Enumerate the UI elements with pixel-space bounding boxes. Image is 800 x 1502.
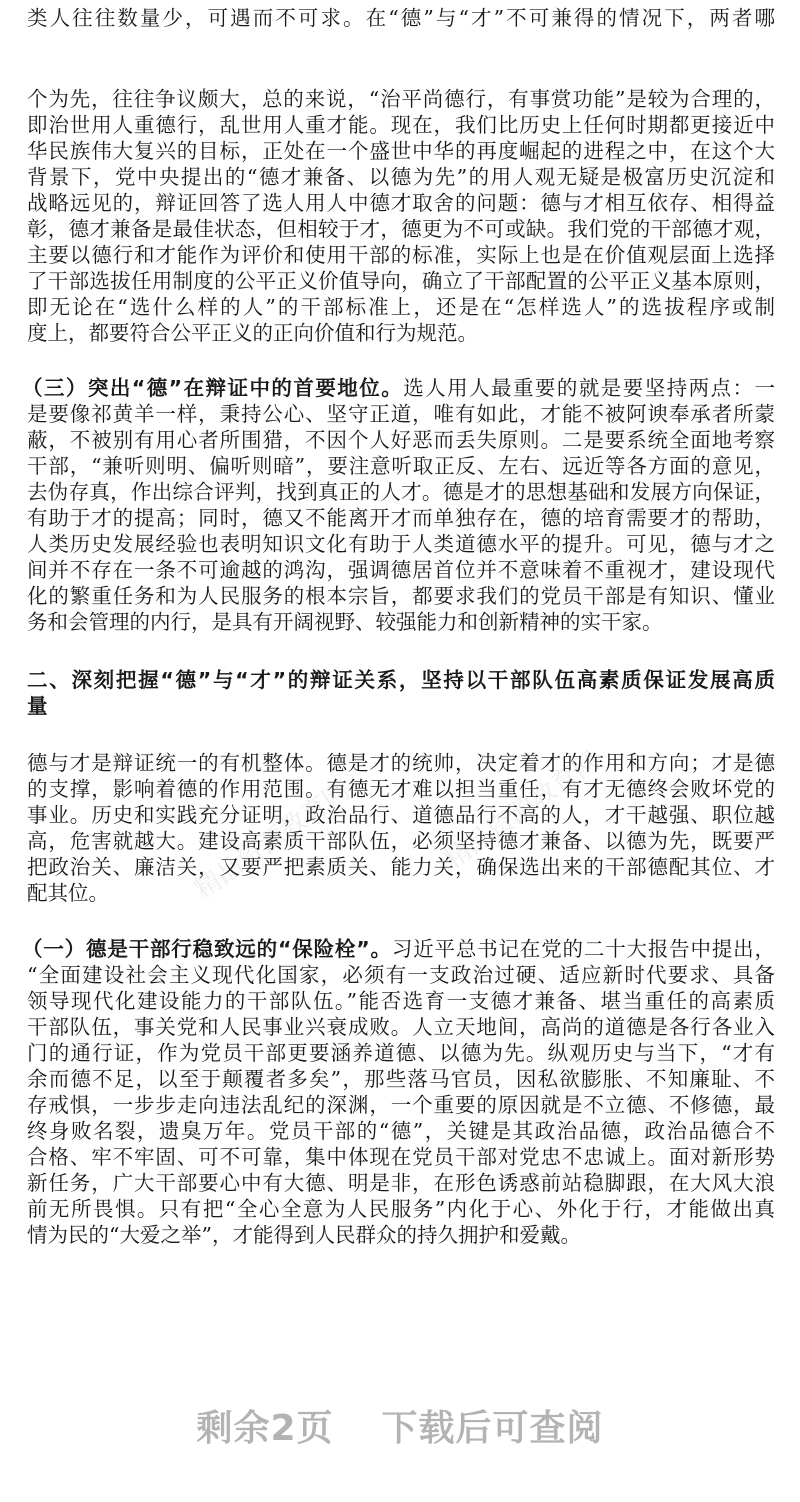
para1-line: 即无论在“选什么样的人”的干部标准上，还是在“怎样选人”的选拔程序或制 <box>27 295 775 319</box>
para2-line: 是要像祁黄羊一样，秉持公心、坚守正道，唯有如此，才能不被阿谀奉承者所蒙 <box>27 402 775 426</box>
top-fragment-line: 类人往往数量少，可遇而不可求。在“德”与“才”不可兼得的情况下，两者哪 <box>27 6 775 30</box>
watermark: 精品资源教育网 <box>439 746 606 876</box>
para4-line: 新任务，广大干部要心中有大德、明是非，在形色诱惑前站稳脚跟，在大风大浪 <box>27 1171 775 1195</box>
para4-line: 领导现代化建设能力的干部队伍。”能否选育一支德才兼备、堪当重任的高素质 <box>27 989 775 1013</box>
para1-line: 即治世用人重德行，乱世用人重才能。现在，我们比历史上任何时期都更接近中 <box>27 113 775 137</box>
para4-line: 情为民的“大爱之举”，才能得到人民群众的持久拥护和爱戴。 <box>27 1223 581 1247</box>
para1-line: 华民族伟大复兴的目标，正处在一个盛世中华的再度崛起的进程之中，在这个大 <box>27 139 775 163</box>
para4-line: 余而德不足，以至于颠覆者多矣”，那些落马官员，因私欲膨胀、不知廉耻、不 <box>27 1067 775 1091</box>
para2-line: 人类历史发展经验也表明知识文化有助于人类道德水平的提升。可见，德与才之 <box>27 532 775 556</box>
para3-line: 把政治关、廉洁关，又要严把素质关、能力关，确保选出来的干部德配其位、才 <box>27 855 775 879</box>
download-banner[interactable] <box>0 1400 800 1460</box>
para4-line: 合格、牢不牢固、可不可靠，集中体现在党员干部对党忠不忠诚上。面对新形势 <box>27 1145 775 1169</box>
para3-line: 德与才是辩证统一的有机整体。德是才的统帅，决定着才的作用和方向；才是德 <box>27 751 775 775</box>
para2-line: 有助于才的提高；同时，德又不能离开才而单独存在，德的培育需要才的帮助， <box>27 506 775 530</box>
para4-first-rest: 习近平总书记在党的二十大报告中提出， <box>391 937 775 961</box>
para4-line: 门的通行证，作为党员干部更要涵养道德、以德为先。纵观历史与当下，“才有 <box>27 1041 775 1065</box>
para4-line: 前无所畏惧。只有把“全心全意为人民服务”内化于心、外化于行，才能做出真 <box>27 1197 775 1221</box>
para2-line: 间并不存在一条不可逾越的鸿沟，强调德居首位并不意味着不重视才，建设现代 <box>27 558 775 582</box>
para2-line: 干部，“兼听则明、偏听则暗”，要注意听取正反、左右、远近等各方面的意见， <box>27 454 775 478</box>
para1-line: 个为先，往往争议颇大，总的来说，“治平尚德行，有事赏功能”是较为合理的， <box>27 87 775 111</box>
para2-line: 务和会管理的内行，是具有开阔视野、较强能力和创新精神的实干家。 <box>27 610 663 634</box>
para2-line: 蔽，不被别有用心者所围猎，不因个人好恶而丢失原则。二是要系统全面地考察 <box>27 428 775 452</box>
para4-line: 干部队伍，事关党和人民事业兴衰成败。人立天地间，高尚的道德是各行各业入 <box>27 1015 775 1039</box>
para2-first-rest: 选人用人最重要的就是要坚持两点：一 <box>403 376 775 400</box>
para3-line: 高，危害就越大。建设高素质干部队伍，必须坚持德才兼备、以德为先，既要严 <box>27 829 775 853</box>
para4-line: 存戒惧，一步步走向违法乱纪的深渊，一个重要的原因就是不立德、不修德，最 <box>27 1093 775 1117</box>
para1-line: 度上，都要符合公平正义的正向价值和行为规范。 <box>27 321 478 345</box>
para2-line: 去伪存真，作出综合评判，找到真正的人才。德是才的思想基础和发展方向保证， <box>27 480 775 504</box>
subsection-heading: （三）突出“德”在辩证中的首要地位。 <box>22 376 404 400</box>
para4-first-line <box>22 936 775 962</box>
para1-line: 彰，德才兼备是最佳状态，但相较于才，德更为不可或缺。我们党的干部德才观， <box>27 217 775 241</box>
para3-line: 的支撑，影响着德的作用范围。有德无才难以担当重任，有才无德终会败坏党的 <box>27 777 775 801</box>
subsection-heading: （一）德是干部行稳致远的“保险栓”。 <box>22 937 392 961</box>
para1-line: 主要以德行和才能作为评价和使用干部的标准，实际上也是在价值观层面上选择 <box>27 243 775 267</box>
para1-line: 背景下，党中央提出的“德才兼备、以德为先”的用人观无疑是极富历史沉淀和 <box>27 165 775 189</box>
section-heading: 量 <box>27 694 48 718</box>
para1-line: 战略远见的，辩证回答了选人用人中德才取舍的问题：德与才相互依存、相得益 <box>27 191 775 215</box>
para1-line: 了干部选拔任用制度的公平正义价值导向，确立了干部配置的公平正义基本原则， <box>27 269 775 293</box>
remaining-pages-label: 剩余2页 <box>196 1408 334 1449</box>
para4-line: “全面建设社会主义现代化国家，必须有一支政治过硬、适应新时代要求、具备 <box>27 963 775 987</box>
watermark: 精品资源教育网 <box>189 776 356 906</box>
section-heading: 二、深刻把握“德”与“才”的辩证关系，坚持以干部队伍高素质保证发展高质 <box>27 668 775 692</box>
para4-line: 终身败名裂，遗臭万年。党员干部的“德”，关键是其政治品德，政治品德合不 <box>27 1119 775 1143</box>
para3-line: 配其位。 <box>27 881 109 905</box>
download-hint-label[interactable]: 下载后可查阅 <box>381 1408 604 1449</box>
para3-line: 事业。历史和实践充分证明，政治品行、道德品行不高的人，才干越强、职位越 <box>27 803 775 827</box>
para2-first-line <box>22 375 775 401</box>
para2-line: 化的繁重任务和为人民服务的根本宗旨，都要求我们的党员干部是有知识、懂业 <box>27 584 775 608</box>
